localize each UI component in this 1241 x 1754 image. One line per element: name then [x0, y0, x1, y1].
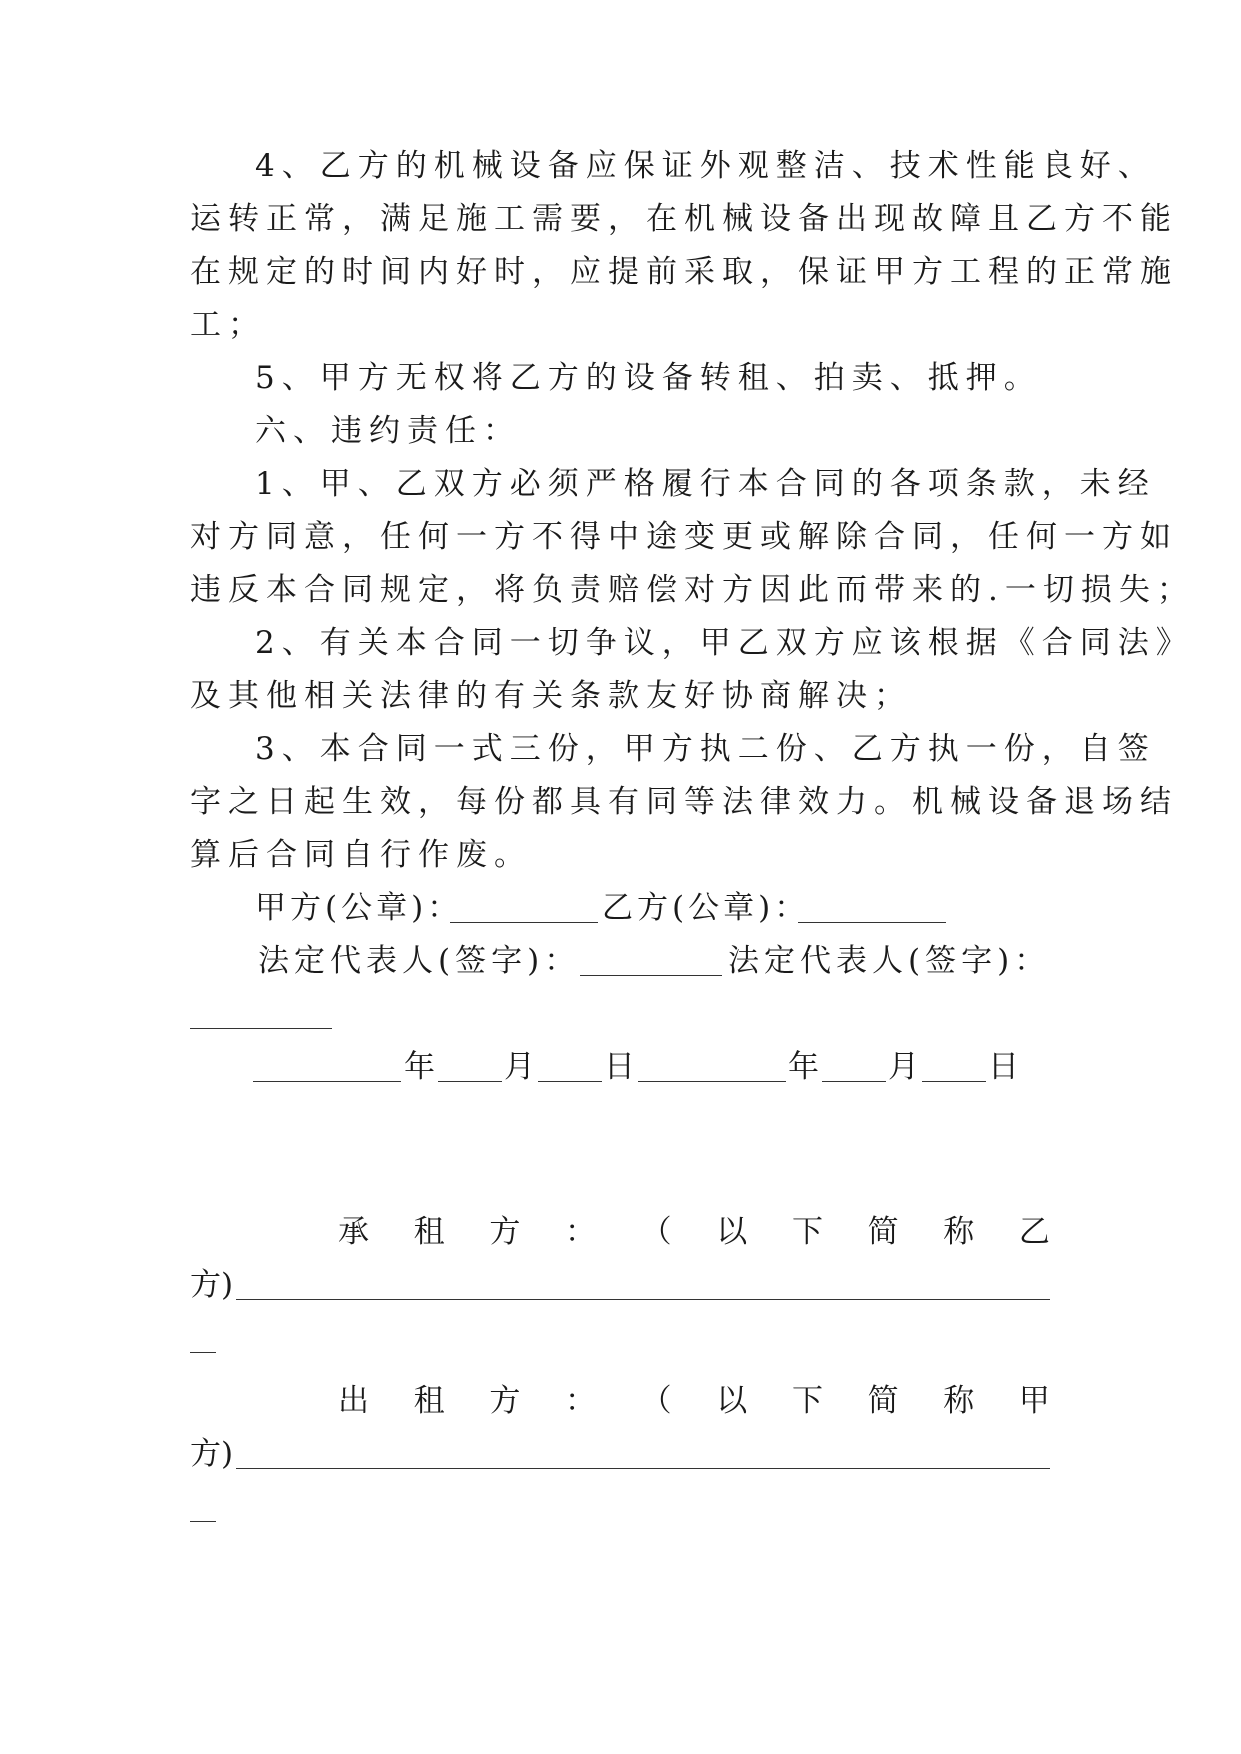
party-b-seal-label: 乙方(公章)： — [602, 890, 810, 926]
party-b-rep-blank — [190, 1028, 332, 1029]
breach-clause-3-line-1: 3、本合同一式三份，甲方执二份、乙方执一份，自签 — [255, 731, 1156, 767]
clause-4-line-2: 运转正常，满足施工需要，在机械设备出现故障且乙方不能 — [190, 201, 1178, 237]
party-a-seal-label: 甲方(公章)： — [255, 890, 463, 926]
breach-clause-1-line-3: 违反本合同规定，将负责赔偿对方因此而带来的.一切损失； — [190, 572, 1195, 608]
lessee-name-blank-tail — [190, 1352, 216, 1353]
date-a-year-blank — [253, 1081, 401, 1082]
lessee-char: 下 — [791, 1214, 823, 1250]
date-a-month-blank — [438, 1081, 502, 1082]
clause-4-line-1: 4、乙方的机械设备应保证外观整洁、技术性能良好、 — [255, 148, 1156, 184]
date-b-month-label: 月 — [888, 1049, 919, 1085]
lessor-char: 租 — [413, 1383, 445, 1419]
lessee-char: 租 — [413, 1214, 445, 1250]
lessee-char: 乙 — [1018, 1214, 1050, 1250]
lessor-char: 以 — [716, 1383, 748, 1419]
breach-clause-3-line-3: 算后合同自行作废。 — [190, 837, 532, 873]
lessor-name-blank — [236, 1468, 1050, 1469]
date-b-day-blank — [922, 1081, 986, 1082]
lessee-char: ： — [564, 1214, 596, 1250]
date-b-year-blank — [638, 1081, 786, 1082]
lessor-char: 简 — [867, 1383, 899, 1419]
lessor-char: （ — [640, 1383, 672, 1419]
party-a-rep-blank — [580, 975, 722, 976]
lessee-char: 承 — [338, 1214, 369, 1250]
clause-5: 5、甲方无权将乙方的设备转租、拍卖、抵押。 — [255, 360, 1042, 396]
breach-clause-1-line-1: 1、甲、乙双方必须严格履行本合同的各项条款，未经 — [255, 466, 1156, 502]
lessee-char: 称 — [943, 1214, 975, 1250]
lessee-char: 简 — [867, 1214, 899, 1250]
date-a-month-label: 月 — [504, 1049, 535, 1085]
clause-4-line-3: 在规定的时间内好时，应提前采取，保证甲方工程的正常施 — [190, 254, 1178, 290]
date-b-day-label: 日 — [988, 1049, 1019, 1085]
date-b-month-blank — [822, 1081, 886, 1082]
date-a-day-label: 日 — [604, 1049, 635, 1085]
breach-clause-1-line-2: 对方同意，任何一方不得中途变更或解除合同，任何一方如 — [190, 519, 1178, 555]
party-b-rep-label: 法定代表人(签字)： — [728, 943, 1051, 979]
lessor-char: 出 — [338, 1383, 369, 1419]
lessor-char: 下 — [791, 1383, 823, 1419]
date-b-year-label: 年 — [788, 1049, 819, 1085]
party-a-rep-label: 法定代表人(签字)： — [258, 943, 581, 979]
date-a-day-blank — [538, 1081, 602, 1082]
lessee-tail: 方) — [190, 1267, 234, 1303]
lessor-char: 称 — [943, 1383, 975, 1419]
breach-clause-3-line-2: 字之日起生效，每份都具有同等法律效力。机械设备退场结 — [190, 784, 1178, 820]
lessor-tail: 方) — [190, 1436, 234, 1472]
lessor-char: ： — [564, 1383, 596, 1419]
party-a-seal-blank — [450, 922, 598, 923]
lessor-char: 方 — [489, 1383, 521, 1419]
lessor-char: 甲 — [1018, 1383, 1050, 1419]
lessee-char: 以 — [716, 1214, 748, 1250]
lessee-char: 方 — [489, 1214, 521, 1250]
section-6-heading: 六、违约责任： — [255, 413, 521, 449]
lessor-name-blank-tail — [190, 1521, 216, 1522]
lessee-char: （ — [640, 1214, 672, 1250]
lessor-heading — [338, 1372, 1050, 1430]
lessee-heading — [338, 1203, 1050, 1261]
party-b-seal-blank — [798, 922, 946, 923]
date-a-year-label: 年 — [404, 1049, 435, 1085]
clause-4-line-4: 工； — [190, 307, 266, 343]
breach-clause-2-line-1: 2、有关本合同一切争议，甲乙双方应该根据《合同法》 — [255, 625, 1194, 661]
breach-clause-2-line-2: 及其他相关法律的有关条款友好协商解决； — [190, 678, 912, 714]
lessee-name-blank — [236, 1299, 1050, 1300]
